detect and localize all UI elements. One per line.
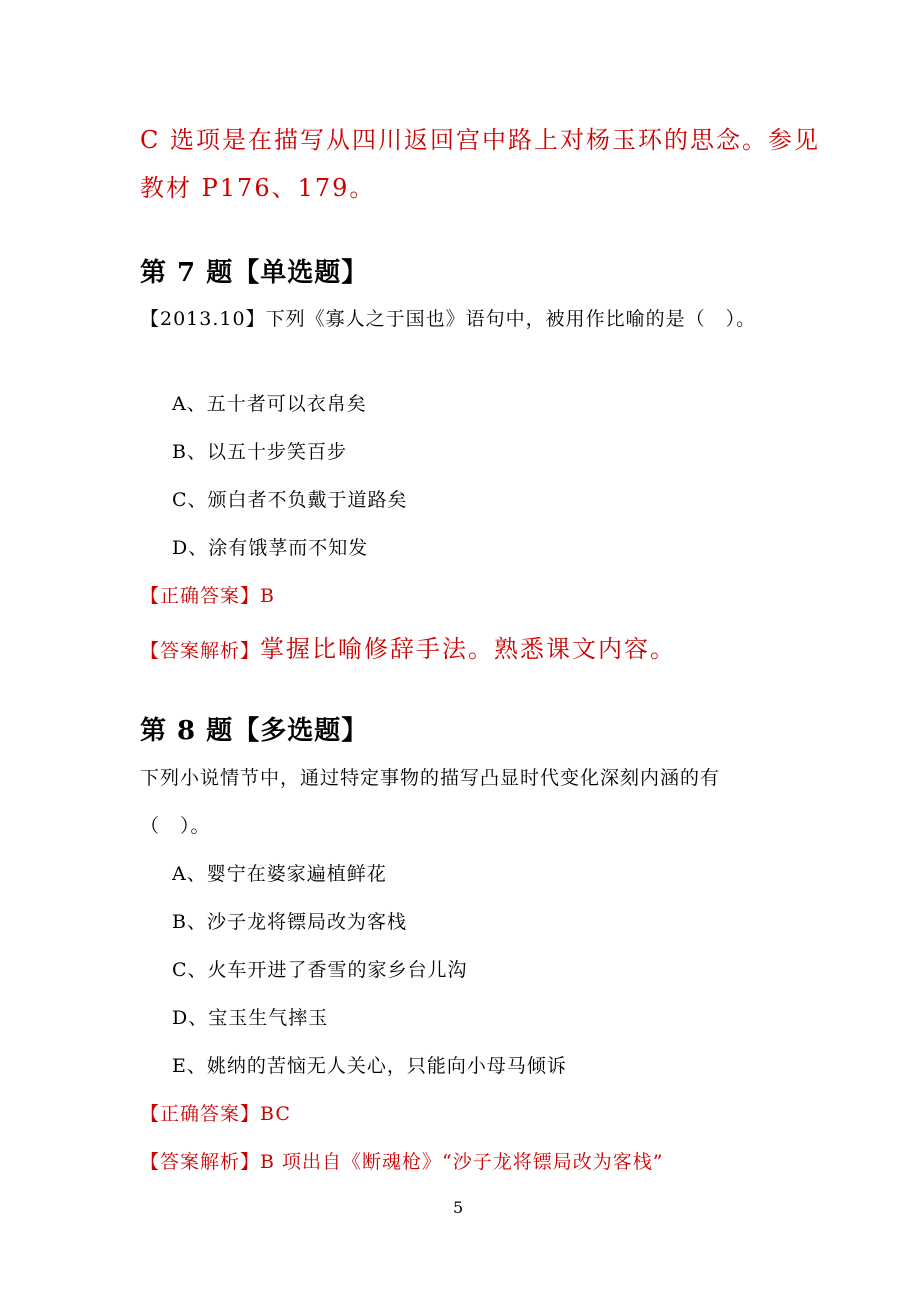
analysis-text: 掌握比喻修辞手法。熟悉课文内容。 [260, 635, 677, 663]
question-8-option-a: A、婴宁在婆家遍植鲜花 [172, 863, 387, 885]
question-7-option-d: D、涂有饿莩而不知发 [172, 537, 369, 559]
question-8-stem-line-1: 下列小说情节中，通过特定事物的描写凸显时代变化深刻内涵的有 [140, 767, 721, 789]
question-8-option-b: B、沙子龙将镖局改为客栈 [172, 911, 407, 933]
question-7-analysis [140, 629, 676, 664]
analysis-label: 【答案解析】 [140, 640, 261, 662]
prev-analysis-line-1: C 选项是在描写从四川返回宫中路上对杨玉环的思念。参见 [140, 126, 820, 154]
question-8-heading: 第 8 题【多选题】 [140, 716, 369, 746]
question-7-heading: 第 7 题【单选题】 [140, 258, 369, 288]
answer-value: B [260, 585, 275, 607]
page-number: 5 [453, 1198, 464, 1217]
question-8-stem-line-2: （ ）。 [140, 815, 211, 837]
question-7-option-b: B、以五十步笑百步 [172, 441, 347, 463]
question-7-option-c: C、颁白者不负戴于道路矣 [172, 489, 408, 511]
answer-label: 【正确答案】 [140, 1103, 261, 1125]
question-7-answer [140, 581, 275, 608]
analysis-text: B 项出自《断魂枪》“沙子龙将镖局改为客栈” [260, 1151, 664, 1173]
question-8-option-c: C、火车开进了香雪的家乡台儿沟 [172, 959, 468, 981]
question-8-answer [140, 1099, 291, 1126]
analysis-label: 【答案解析】 [140, 1151, 261, 1173]
answer-label: 【正确答案】 [140, 585, 261, 607]
question-8-option-d: D、宝玉生气摔玉 [172, 1007, 329, 1029]
question-7-option-a: A、五十者可以衣帛矣 [172, 393, 367, 415]
question-8-option-e: E、姚纳的苦恼无人关心，只能向小母马倾诉 [172, 1055, 567, 1077]
question-7-stem: 【2013.10】下列《寡人之于国也》语句中，被用作比喻的是（ ）。 [140, 308, 757, 330]
prev-analysis-line-2: 教材 P176、179。 [140, 174, 376, 202]
question-8-analysis [140, 1147, 663, 1174]
answer-value: BC [260, 1103, 291, 1125]
